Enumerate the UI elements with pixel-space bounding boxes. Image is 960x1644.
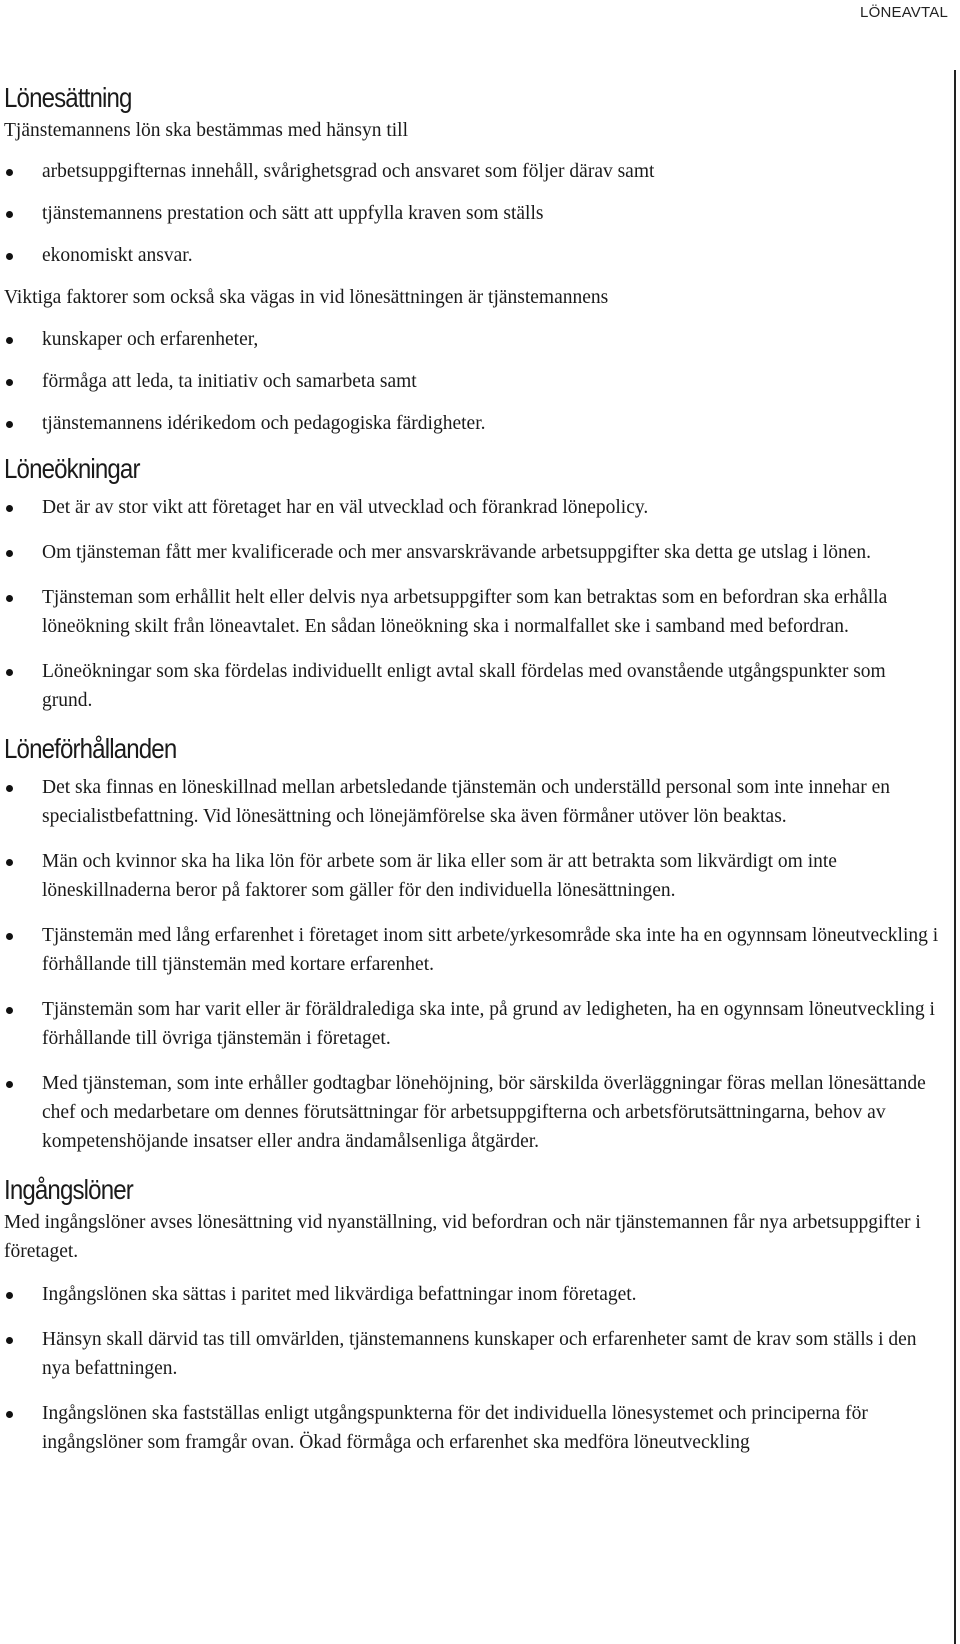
list-item: Hänsyn skall därvid tas till omvärlden, tjänstemannens kunskaper och erfarenheter samt de krav som ställs i den nya befattningen.	[4, 1325, 940, 1383]
paragraph-intro: Med ingångslöner avses lönesättning vid nyanställning, vid befordran och när tjänstemannen får nya arbetsuppgifter i företaget.	[4, 1212, 921, 1262]
bullet-list	[4, 773, 940, 1156]
list-item: tjänstemannens prestation och sätt att uppfylla kraven som ställs	[4, 199, 940, 228]
list-item: arbetsuppgifternas innehåll, svårighetsgrad och ansvaret som följer därav samt	[4, 157, 940, 186]
bullet-list	[4, 1280, 940, 1457]
paragraph-intro: Tjänstemannens lön ska bestämmas med hänsyn till	[4, 120, 409, 141]
section-lonesattning	[4, 80, 940, 438]
section-loneforhallanden	[4, 731, 940, 1156]
list-item: tjänstemannens idérikedom och pedagogiska färdigheter.	[4, 409, 940, 438]
document-body	[4, 74, 940, 1473]
heading-loneokningar: Löneökningar	[4, 453, 140, 484]
bullet-list	[4, 325, 940, 438]
list-item: Tjänstemän med lång erfarenhet i företaget inom sitt arbete/yrkesområde ska inte ha en ogynnsam löneutveckling i förhållande till tjänstemän med kortare erfarenhet.	[4, 921, 940, 979]
list-item: ekonomiskt ansvar.	[4, 241, 940, 270]
bullet-list	[4, 157, 940, 270]
heading-ingangsloner: Ingångslöner	[4, 1174, 133, 1205]
section-loneokningar	[4, 451, 940, 715]
list-item: Löneökningar som ska fördelas individuellt enligt avtal skall fördelas med ovanstående utgångspunkter som grund.	[4, 657, 940, 715]
bullet-list	[4, 493, 940, 715]
heading-lonesattning: Lönesättning	[4, 82, 132, 113]
section-ingangsloner	[4, 1172, 940, 1457]
list-item: förmåga att leda, ta initiativ och samarbeta samt	[4, 367, 940, 396]
list-item: Tjänsteman som erhållit helt eller delvis nya arbetsuppgifter som kan betraktas som en befordran ska erhålla löneökning skilt från löneavtalet. En sådan löneökning ska i normalfallet ske i samband med befordran.	[4, 583, 940, 641]
list-item: Ingångslönen ska sättas i paritet med likvärdiga befattningar inom företaget.	[4, 1280, 940, 1309]
list-item: kunskaper och erfarenheter,	[4, 325, 940, 354]
paragraph-middle: Viktiga faktorer som också ska vägas in vid lönesättningen är tjänstemannens	[4, 287, 609, 308]
running-header: LÖNEAVTAL	[860, 4, 948, 21]
list-item: Med tjänsteman, som inte erhåller godtagbar lönehöjning, bör särskilda överläggningar föras mellan lönesättande chef och medarbetare om dennes förutsättningar för arbetsuppgifterna och arbetsförutsättningarna, behov av kompetenshöjande insatser eller andra ändamålsenliga åtgärder.	[4, 1069, 940, 1156]
list-item: Det ska finnas en löneskillnad mellan arbetsledande tjänstemän och underställd personal som inte innehar en specialistbefattning. Vid lönesättning och lönejämförelse ska även förmåner utöver lön beaktas.	[4, 773, 940, 831]
list-item: Ingångslönen ska fastställas enligt utgångspunkterna för det individuella lönesystemet och principerna för ingångslöner som framgår ovan. Ökad förmåga och erfarenhet ska medföra löneutveckling	[4, 1399, 940, 1457]
list-item: Det är av stor vikt att företaget har en väl utvecklad och förankrad lönepolicy.	[4, 493, 940, 522]
list-item: Om tjänsteman fått mer kvalificerade och mer ansvarskrävande arbetsuppgifter ska detta ge utslag i lönen.	[4, 538, 940, 567]
list-item: Tjänstemän som har varit eller är föräldralediga ska inte, på grund av ledigheten, ha en ogynnsam löneutveckling i förhållande till övriga tjänstemän i företaget.	[4, 995, 940, 1053]
heading-loneforhallanden: Löneförhållanden	[4, 733, 177, 764]
list-item: Män och kvinnor ska ha lika lön för arbete som är lika eller som är att betrakta som likvärdigt om inte löneskillnaderna beror på faktorer som gäller för den individuella lönesättningen.	[4, 847, 940, 905]
margin-rule	[954, 70, 956, 1644]
